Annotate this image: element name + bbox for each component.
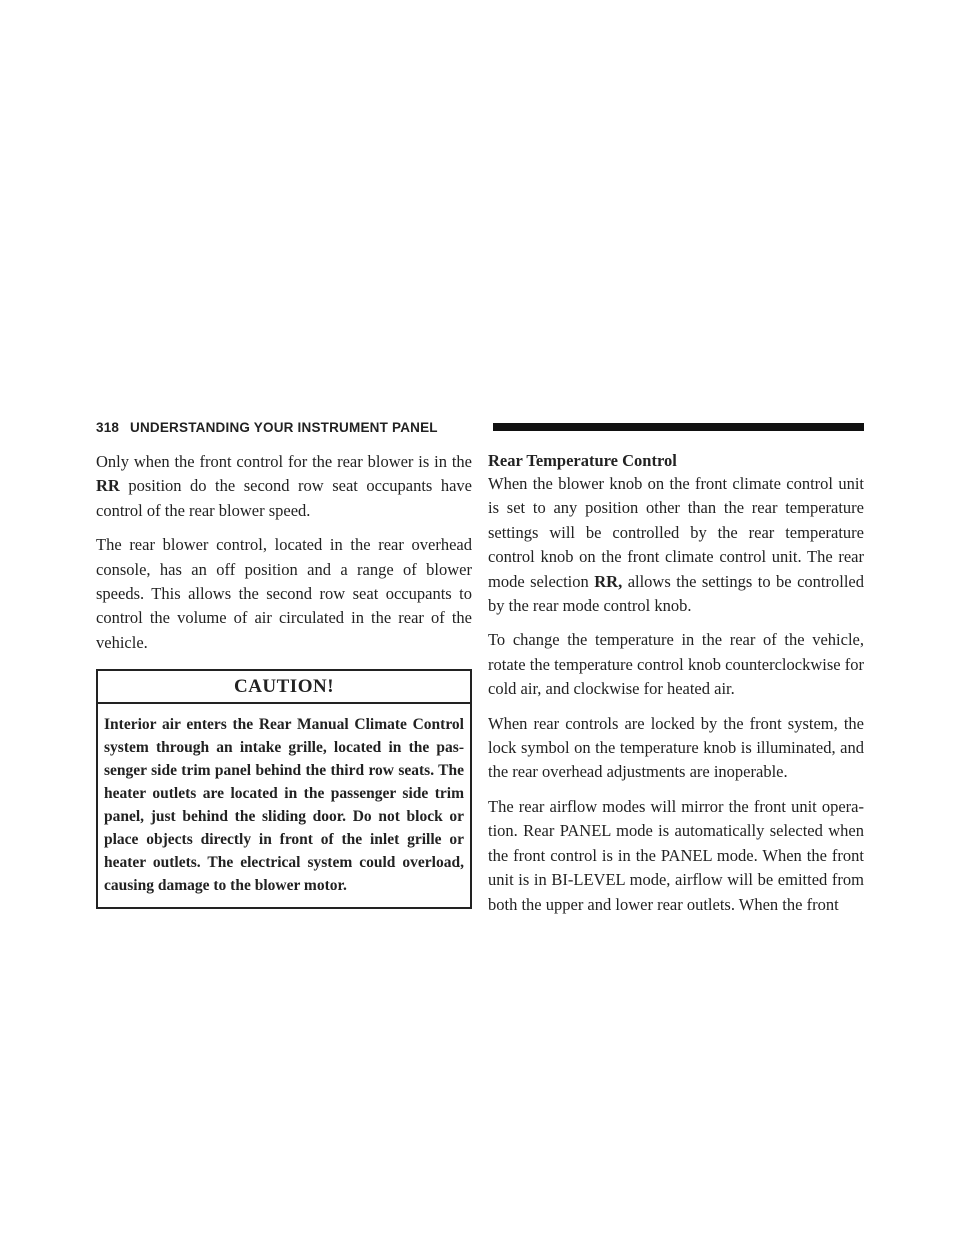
caution-body: Interior air enters the Rear Manual Climate Control system through an intake grille, located in the pas-senger side trim panel behind the third row seats. The heater outlets are located in the passenger side trim panel, just behind the sliding door. Do not block or place objects directly in front of the inlet grille or heater outlets. The electrical system could overload, causing damage to the blower motor. [104, 716, 464, 895]
section-title: UNDERSTANDING YOUR INSTRUMENT PANEL [130, 420, 438, 435]
header-rule [493, 423, 864, 431]
bold-rr: RR [96, 476, 120, 496]
paragraph-rear-mode [488, 472, 864, 618]
paragraph-rear-blower-control: The rear blower control, located in the rear overhead console, has an off position and a range of blower speeds. This allows the second row seat occupants to control the volume of air circulated in the rear of the vehicle. [96, 535, 472, 652]
text-run: allows the settings to be controlled by the rear mode control knob. [488, 571, 864, 616]
paragraph-rear-blower-position [96, 450, 472, 523]
right-column [488, 450, 864, 927]
page-header [96, 419, 864, 439]
paragraph-locked-controls: When rear controls are locked by the front system, the lock symbol on the temperature knob is illuminated, and the rear overhead adjustments are inoperable. [488, 713, 864, 782]
text-run: Only when the front control for the rear blower is in the [96, 452, 472, 471]
text-run: When the blower knob on the front climate control unit is set to any position other than the rear temperature settings will be controlled by the rear temperature control knob on the front climate control unit. The rear mode selection [488, 474, 864, 591]
section-heading: Rear Temperature Control [488, 451, 677, 470]
paragraph-change-temperature: To change the temperature in the rear of the vehicle, rotate the temperature control knob counterclockwise for cold air, and clockwise for heated air. [488, 630, 864, 699]
text-run: position do the second row seat occupants have control of the rear blower speed. [96, 476, 472, 520]
caution-title: CAUTION! [98, 671, 470, 704]
page-number: 318 [96, 420, 120, 435]
caution-box [96, 669, 472, 909]
bold-rr-comma: RR, [594, 571, 623, 591]
left-column [96, 450, 472, 909]
paragraph-airflow-modes: The rear airflow modes will mirror the front unit opera-tion. Rear PANEL mode is automatically selected when the front control is in the PANEL mode. When the front unit is in BI-LEVEL mode, airflow will be emitted from both the upper and lower rear outlets. When the front [488, 796, 864, 914]
